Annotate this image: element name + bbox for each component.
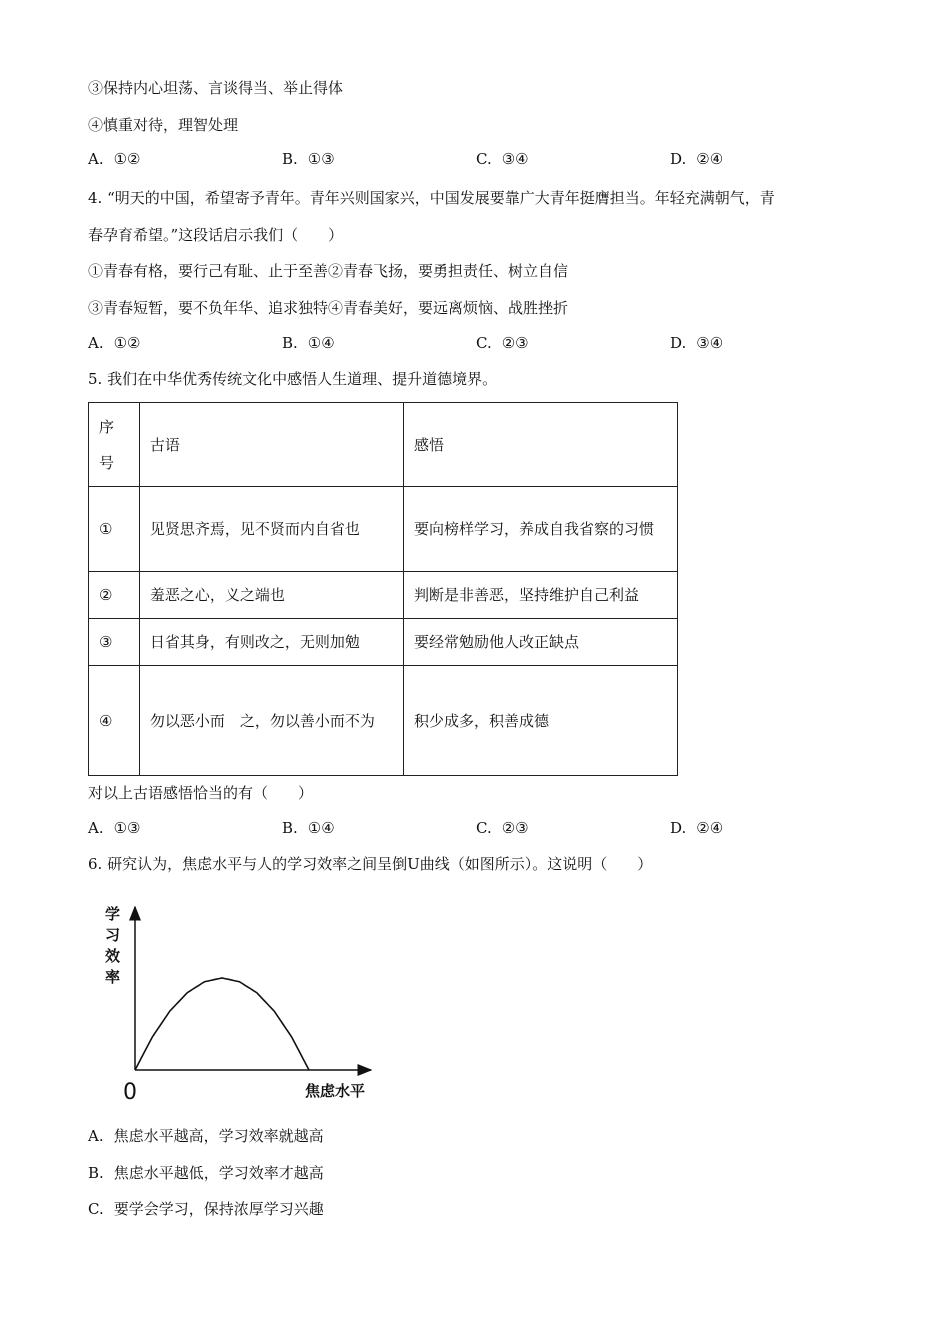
- option-a[interactable]: A. ①②: [88, 334, 141, 352]
- prev-options: [88, 149, 848, 169]
- origin-label: 0: [123, 1080, 137, 1105]
- y-axis-label-char: 率: [105, 968, 121, 986]
- anxiety-efficiency-chart: [95, 895, 395, 1110]
- option-d[interactable]: D. ②④: [670, 819, 724, 837]
- row-number: ①: [89, 487, 140, 572]
- option-b[interactable]: B. ①④: [282, 334, 335, 352]
- q5-options: [88, 818, 848, 838]
- row-number: ③: [89, 619, 140, 666]
- y-axis-label: [105, 905, 120, 986]
- row-saying: 勿以恶小而 之，勿以善小而不为: [139, 666, 403, 776]
- option-c[interactable]: C. ②③: [476, 819, 529, 837]
- row-number: ④: [89, 666, 140, 776]
- table-row: [89, 572, 678, 619]
- y-axis-label-char: 效: [105, 947, 121, 965]
- option-b[interactable]: B. ①③: [282, 150, 335, 168]
- q4-stem-line-1: 4. “明天的中国，希望寄予青年。青年兴则国家兴，中国发展要靠广大青年挺膺担当。年轻充满朝气，青: [88, 189, 775, 207]
- header-insight: 感悟: [403, 403, 677, 487]
- q6-stem: 6. 研究认为，焦虑水平与人的学习效率之间呈倒U曲线（如图所示）。这说明（ ）: [88, 855, 653, 873]
- y-axis-label-char: 学: [105, 905, 121, 923]
- q4-options: [88, 333, 848, 353]
- sayings-table: [88, 402, 678, 776]
- q6-option-c[interactable]: C. 要学会学习，保持浓厚学习兴趣: [88, 1200, 324, 1218]
- row-insight: 要经常勉励他人改正缺点: [403, 619, 677, 666]
- x-axis-label: 焦虑水平: [305, 1082, 366, 1100]
- prev-item-3: ③保持内心坦荡、言谈得当、举止得体: [88, 79, 344, 97]
- option-b[interactable]: B. ①④: [282, 819, 335, 837]
- row-insight: 判断是非善恶，坚持维护自己利益: [403, 572, 677, 619]
- q4-stem-line-2: 春孕育希望。”这段话启示我们（ ）: [88, 226, 344, 244]
- option-a[interactable]: A. ①②: [88, 150, 141, 168]
- row-insight: 要向榜样学习，养成自我省察的习惯: [403, 487, 677, 572]
- y-axis-label-char: 习: [105, 926, 121, 944]
- row-number: ②: [89, 572, 140, 619]
- header-number: 序号: [89, 403, 140, 487]
- row-insight: 积少成多，积善成德: [403, 666, 677, 776]
- q6-option-a[interactable]: A. 焦虑水平越高，学习效率就越高: [88, 1127, 324, 1145]
- q6-option-b[interactable]: B. 焦虑水平越低，学习效率才越高: [88, 1164, 324, 1182]
- q4-items-line-2: ③青春短暂，要不负年华、追求独特④青春美好，要远离烦恼、战胜挫折: [88, 299, 569, 317]
- option-a[interactable]: A. ①③: [88, 819, 141, 837]
- prev-item-4: ④慎重对待，理智处理: [88, 116, 239, 134]
- option-c[interactable]: C. ③④: [476, 150, 529, 168]
- q5-stem: 5. 我们在中华优秀传统文化中感悟人生道理、提升道德境界。: [88, 370, 498, 388]
- table-row: [89, 487, 678, 572]
- row-saying: 羞恶之心，义之端也: [139, 572, 403, 619]
- q5-question: 对以上古语感悟恰当的有（ ）: [88, 784, 314, 802]
- row-saying: 日省其身，有则改之，无则加勉: [139, 619, 403, 666]
- q4-items-line-1: ①青春有格，要行己有耻、止于至善②青春飞扬，要勇担责任、树立自信: [88, 262, 569, 280]
- option-c[interactable]: C. ②③: [476, 334, 529, 352]
- header-saying: 古语: [139, 403, 403, 487]
- table-row: [89, 666, 678, 776]
- inverted-u-curve: [135, 978, 309, 1070]
- row-saying: 见贤思齐焉，见不贤而内自省也: [139, 487, 403, 572]
- option-d[interactable]: D. ②④: [670, 150, 724, 168]
- option-d[interactable]: D. ③④: [670, 334, 724, 352]
- table-header-row: [89, 403, 678, 487]
- table-row: [89, 619, 678, 666]
